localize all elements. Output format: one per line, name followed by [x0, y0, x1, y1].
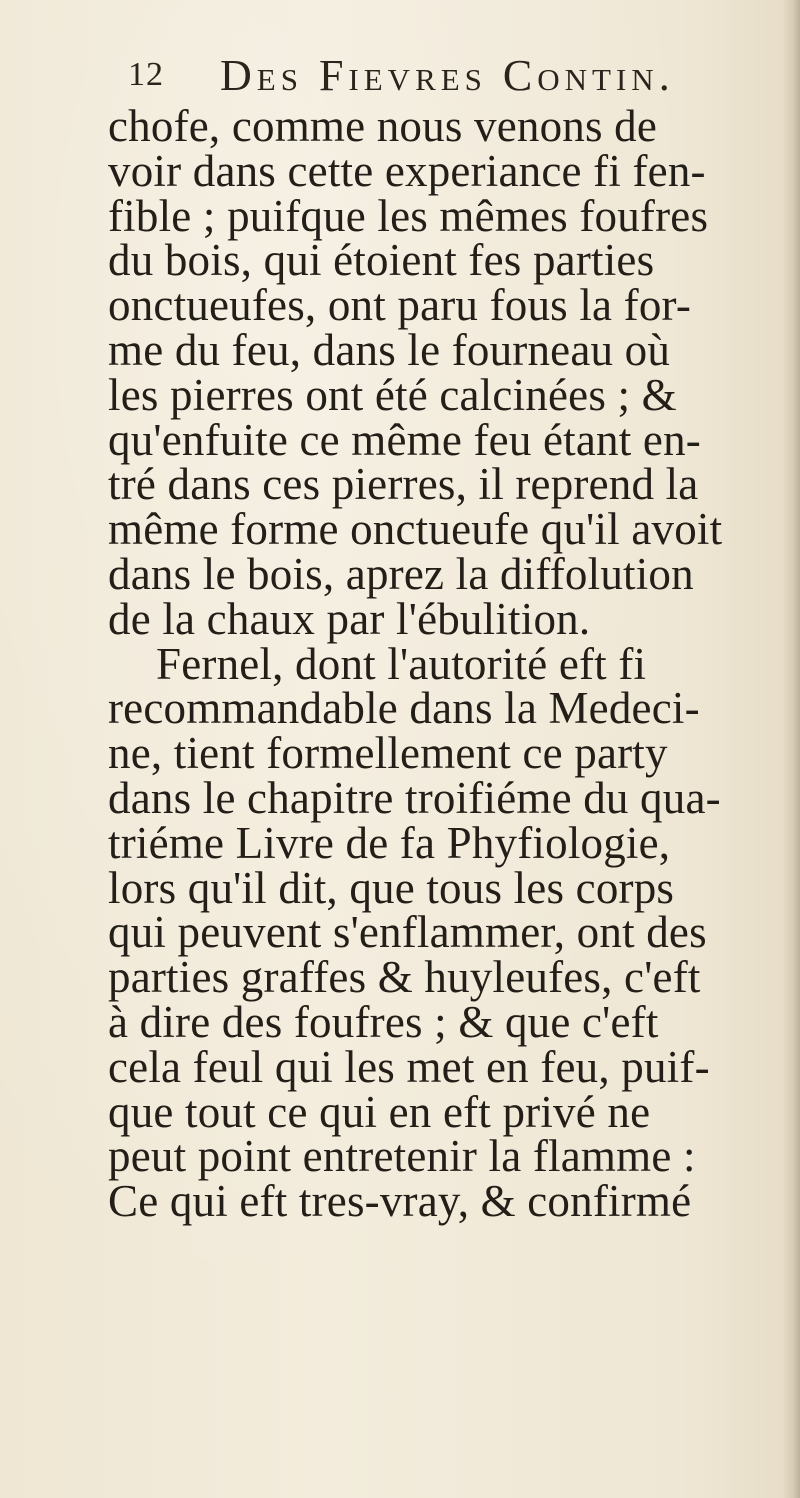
text-line: Ce qui eft tres-vray, & confirmé: [108, 1176, 692, 1227]
text-line: chofe, comme nous venons de: [108, 101, 658, 151]
text-line: tré dans ces pierres, il reprend la: [108, 459, 699, 510]
text-line: parties graffes & huyleufes, c'eft: [108, 952, 701, 1003]
text-line: dans le bois, aprez la diffolution: [108, 548, 694, 599]
page-number: 12: [128, 56, 164, 93]
text-line: cela feul qui les met en feu, puif-: [108, 1041, 710, 1092]
text-line: recommandable dans la Medeci-: [108, 683, 700, 734]
text-line: triéme Livre de fa Phyfiologie,: [108, 817, 671, 868]
text-line: fible ; puifque les mêmes foufres: [108, 190, 709, 241]
text-line: lors qu'il dit, que tous les corps: [108, 862, 675, 913]
text-line: même forme onctueufe qu'il avoit: [108, 504, 723, 555]
body-text: [108, 101, 778, 1227]
text-line: de la chaux par l'ébulition.: [108, 593, 591, 644]
page-edge-shadow: [782, 0, 800, 1498]
text-line: qui peuvent s'enflammer, ont des: [108, 907, 707, 958]
text-line: les pierres ont été calcinées ; &: [108, 369, 677, 420]
text-line: me du feu, dans le fourneau où: [108, 324, 671, 375]
text-line: peut point entretenir la flamme :: [108, 1131, 696, 1182]
text-line: que tout ce qui en eft privé ne: [108, 1086, 651, 1137]
text-line: qu'enfuite ce même feu étant en-: [108, 414, 701, 465]
text-line: du bois, qui étoient fes parties: [108, 235, 655, 286]
page-header: [128, 50, 768, 106]
text-line: onctueufes, ont paru fous la for-: [108, 280, 692, 331]
running-head: Des Fievres Contin.: [220, 51, 675, 100]
text-line: ne, tient formellement ce party: [108, 728, 668, 779]
text-line: voir dans cette experiance fi fen-: [108, 145, 706, 196]
text-line: à dire des foufres ; & que c'eft: [108, 996, 659, 1047]
text-line: dans le chapitre troifiéme du qua-: [108, 772, 721, 823]
paragraph-start-line: Fernel, dont l'autorité eft fi: [156, 638, 647, 689]
